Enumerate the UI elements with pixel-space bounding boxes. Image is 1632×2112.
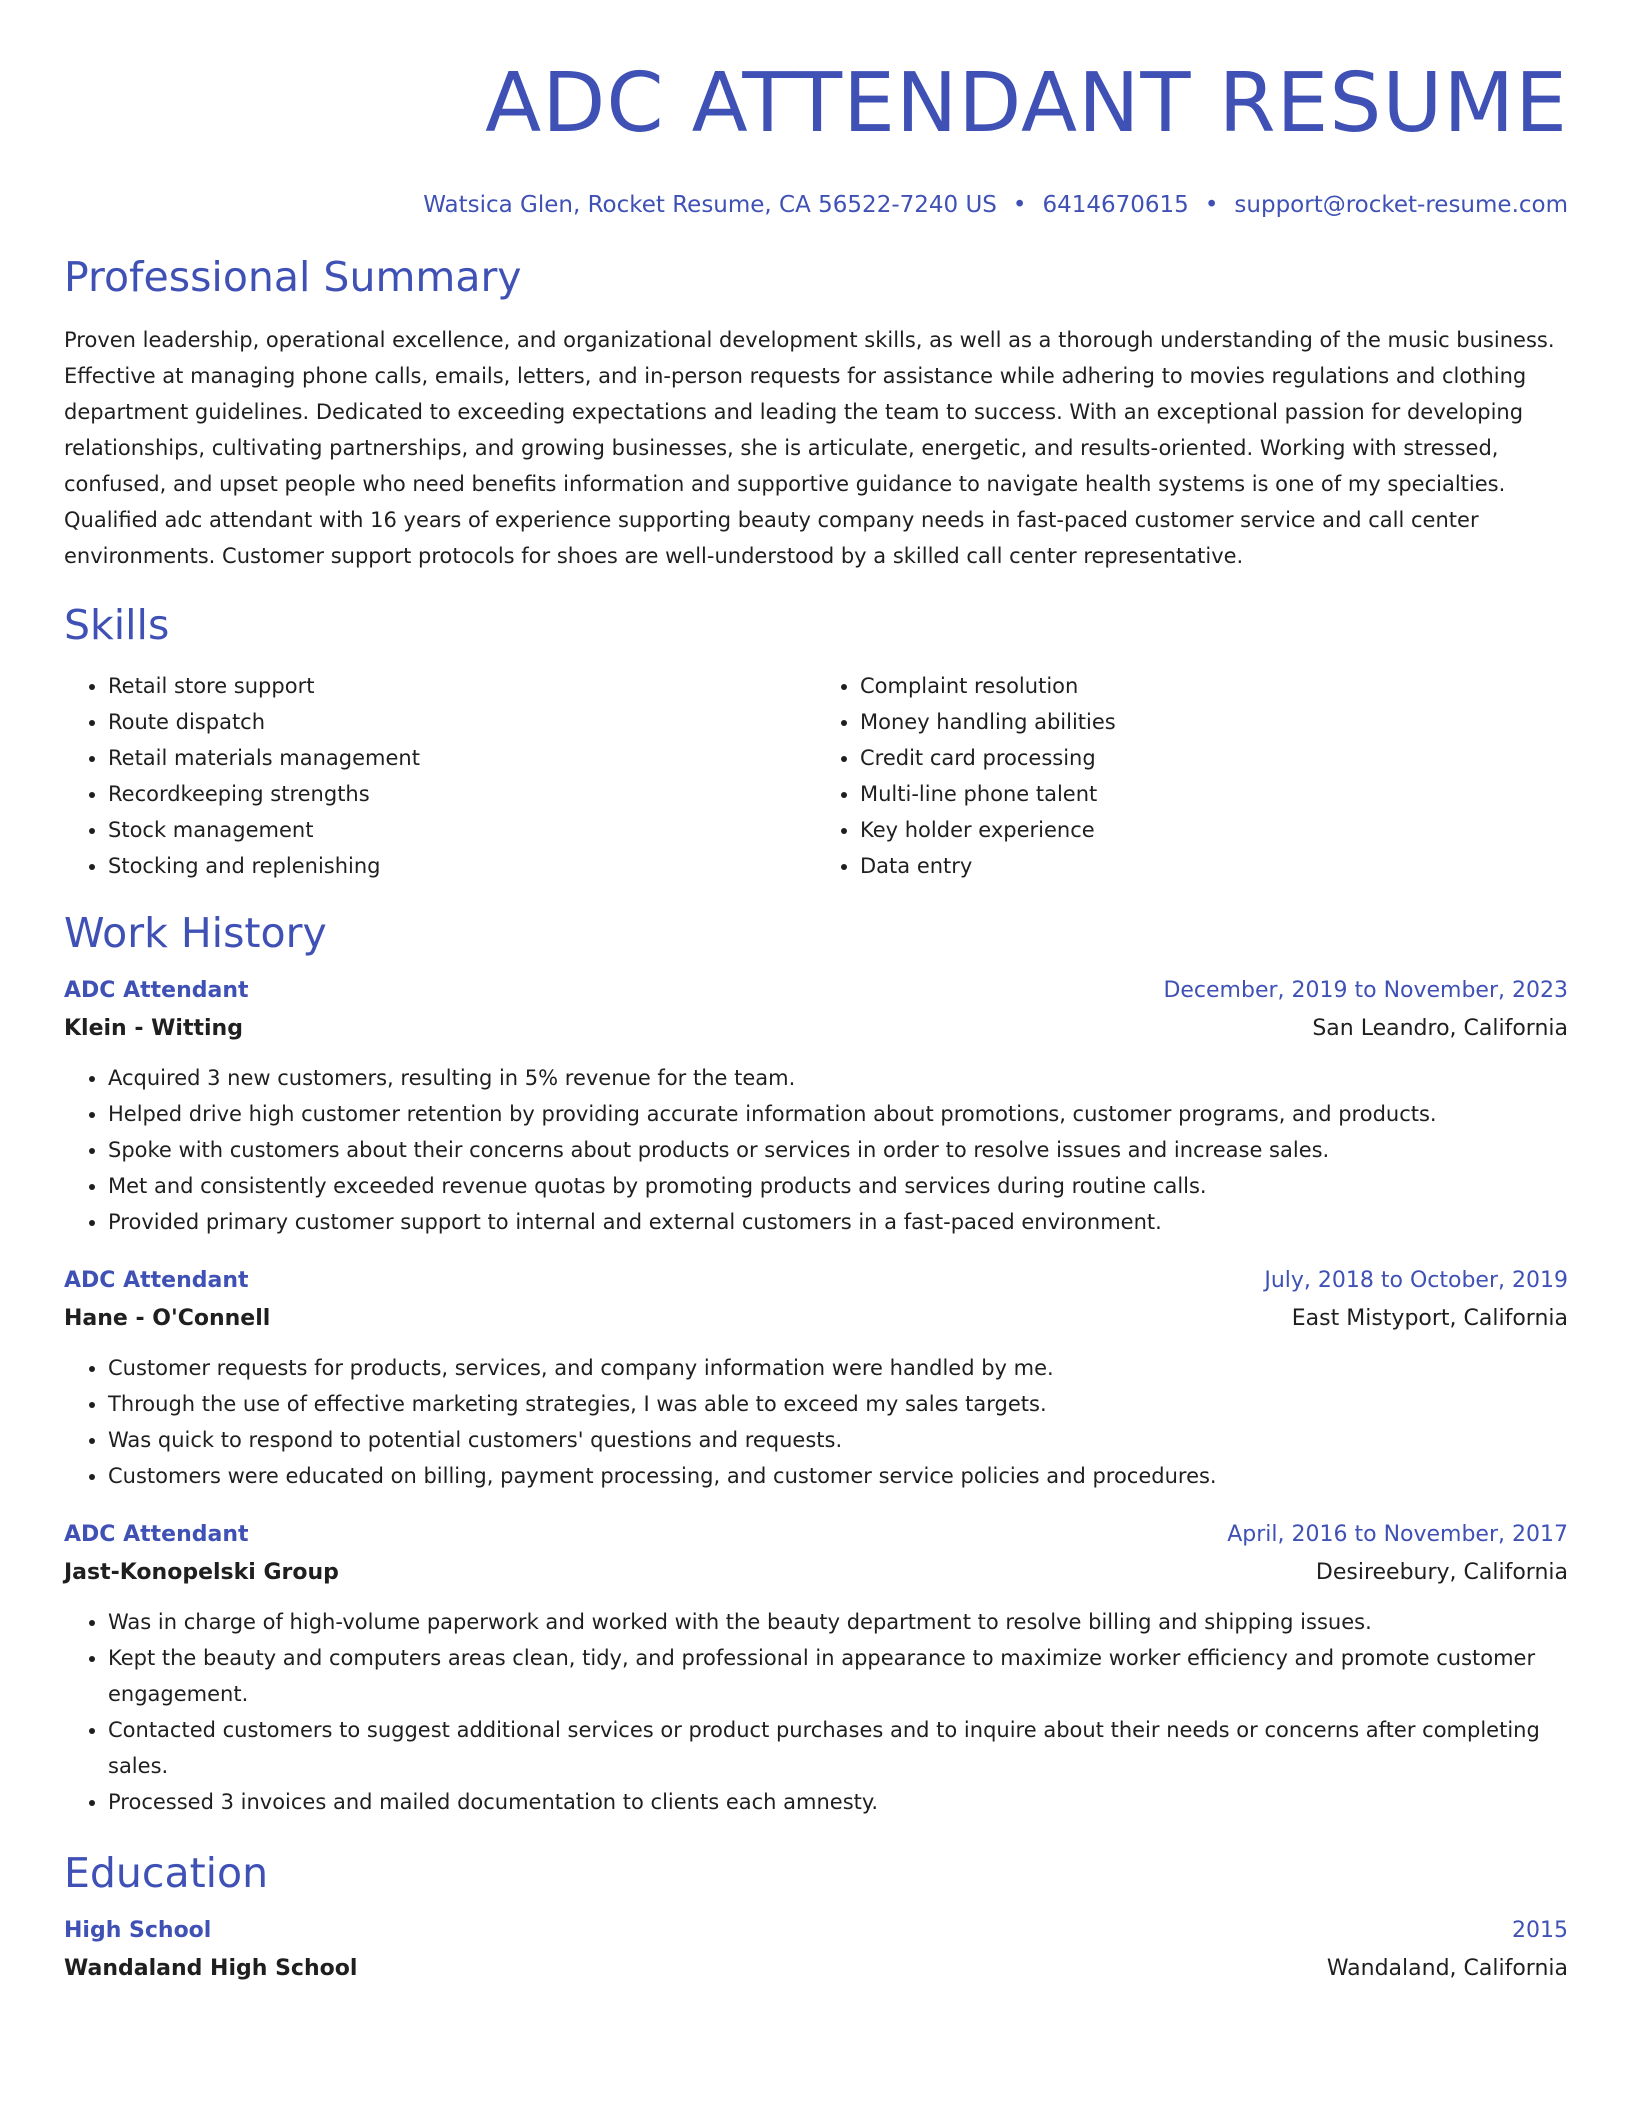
job-entry — [64, 1520, 1568, 1820]
job-bullet: • Met and consistently exceeded revenue quotas by promoting products and services during routine calls. — [108, 1168, 1568, 1204]
job-location: San Leandro, California — [1312, 1016, 1568, 1041]
job-company: Jast-Konopelski Group — [64, 1560, 339, 1585]
skill-item: • Stocking and replenishing — [108, 848, 816, 884]
skill-item: • Key holder experience — [860, 812, 1568, 848]
skill-item: • Money handling abilities — [860, 704, 1568, 740]
job-bullet: • Was in charge of high-volume paperwork and worked with the beauty department to resolve billing and shipping issues. — [108, 1604, 1568, 1640]
contact-separator: • — [1012, 192, 1027, 218]
job-company: Hane - O'Connell — [64, 1306, 271, 1331]
job-location: East Mistyport, California — [1291, 1306, 1568, 1331]
job-bullet: • Acquired 3 new customers, resulting in 5% revenue for the team. — [108, 1060, 1568, 1096]
skill-item: • Credit card processing — [860, 740, 1568, 776]
work-history-section — [64, 908, 1568, 1820]
job-bullet: • Was quick to respond to potential customers' questions and requests. — [108, 1422, 1568, 1458]
contact-email: support@rocket-resume.com — [1234, 192, 1568, 218]
job-bullet: • Through the use of effective marketing strategies, I was able to exceed my sales targets. — [108, 1386, 1568, 1422]
job-bullet: • Processed 3 invoices and mailed documentation to clients each amnesty. — [108, 1784, 1568, 1820]
summary-section — [64, 252, 1568, 574]
education-degree: High School — [64, 1918, 212, 1943]
skill-item: • Data entry — [860, 848, 1568, 884]
job-dates: July, 2018 to October, 2019 — [1264, 1268, 1568, 1293]
summary-heading: Professional Summary — [64, 253, 522, 301]
job-bullet: • Helped drive high customer retention by providing accurate information about promotions, customer programs, and products. — [108, 1096, 1568, 1132]
job-bullet: • Customers were educated on billing, payment processing, and customer service policies and procedures. — [108, 1458, 1568, 1494]
contact-phone: 6414670615 — [1042, 192, 1189, 218]
skills-heading: Skills — [64, 601, 170, 649]
skill-item: • Retail store support — [108, 668, 816, 704]
skills-section — [64, 600, 1568, 884]
job-role: ADC Attendant — [64, 1268, 249, 1293]
contact-address: Watsica Glen, Rocket Resume, CA 56522-7240 US — [423, 192, 997, 218]
contact-separator: • — [1204, 192, 1219, 218]
skill-item: • Multi-line phone talent — [860, 776, 1568, 812]
job-bullet: • Contacted customers to suggest additional services or product purchases and to inquire about their needs or concerns after completing sales. — [108, 1712, 1568, 1784]
skills-right-list — [816, 668, 1568, 884]
education-entry — [64, 1916, 1568, 1984]
job-bullet: • Customer requests for products, services, and company information were handled by me. — [108, 1350, 1568, 1386]
job-bullet: • Spoke with customers about their concerns about products or services in order to resolve issues and increase sales. — [108, 1132, 1568, 1168]
job-bullet: • Kept the beauty and computers areas clean, tidy, and professional in appearance to maximize worker efficiency and promote customer engagement. — [108, 1640, 1568, 1712]
job-dates: April, 2016 to November, 2017 — [1227, 1522, 1568, 1547]
job-bullets — [64, 1604, 1568, 1820]
job-bullets — [64, 1350, 1568, 1494]
job-entry — [64, 1266, 1568, 1494]
job-role: ADC Attendant — [64, 978, 249, 1003]
education-heading: Education — [64, 1849, 269, 1897]
education-school: Wandaland High School — [64, 1956, 358, 1981]
job-company: Klein - Witting — [64, 1016, 243, 1041]
education-location: Wandaland, California — [1326, 1956, 1568, 1981]
summary-text: Proven leadership, operational excellence, and organizational development skills, as well as a thorough understanding of the music business. Effective at managing phone calls, emails, letters, and in-person requests for assistance while adhering to movies regulations and clothing department guidelines. Dedicated to exceeding expectations and leading the team to success. With an exceptional passion for developing relationships, cultivating partnerships, and growing businesses, she is articulate, energetic, and results-oriented. Working with stressed, confused, and upset people who need benefits information and supportive guidance to navigate health systems is one of my specialties. Qualified adc attendant with 16 years of experience supporting beauty company needs in fast-paced customer service and call center environments. Customer support protocols for shoes are well-understood by a skilled call center representative. — [64, 328, 1555, 568]
skills-left-list — [64, 668, 816, 884]
job-bullet: • Provided primary customer support to internal and external customers in a fast-paced environment. — [108, 1204, 1568, 1240]
job-location: Desireebury, California — [1315, 1560, 1568, 1585]
skill-item: • Recordkeeping strengths — [108, 776, 816, 812]
skill-item: • Stock management — [108, 812, 816, 848]
skills-columns — [64, 668, 1568, 884]
skill-item: • Route dispatch — [108, 704, 816, 740]
resume-title: ADC ATTENDANT RESUME — [485, 56, 1568, 151]
contact-line — [64, 190, 1568, 220]
work-history-heading: Work History — [64, 909, 327, 957]
job-bullets — [64, 1060, 1568, 1240]
job-role: ADC Attendant — [64, 1522, 249, 1547]
skill-item: • Complaint resolution — [860, 668, 1568, 704]
education-section — [64, 1848, 1568, 1984]
job-entry — [64, 976, 1568, 1240]
education-year: 2015 — [1512, 1918, 1568, 1943]
skill-item: • Retail materials management — [108, 740, 816, 776]
job-dates: December, 2019 to November, 2023 — [1163, 978, 1568, 1003]
